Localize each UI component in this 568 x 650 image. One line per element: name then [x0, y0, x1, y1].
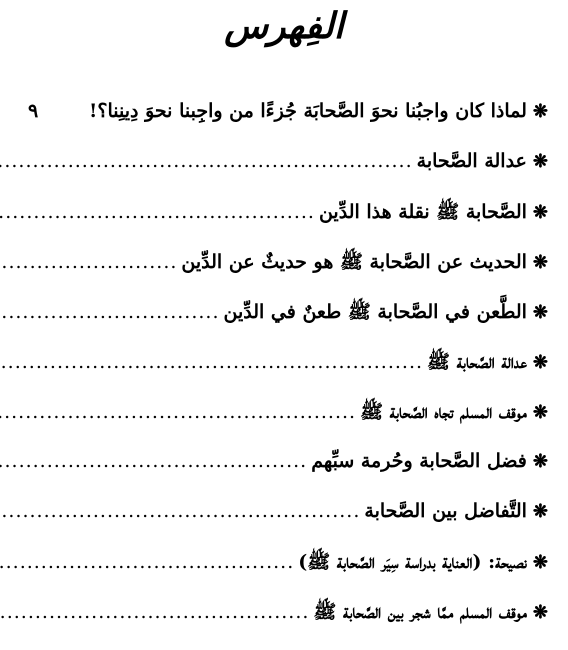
dot-leader [0, 500, 360, 522]
toc-entry[interactable] [28, 150, 548, 200]
page-title: الفِهرس [224, 5, 344, 47]
bullet-icon: ❋ [532, 602, 548, 623]
toc-entry[interactable] [28, 350, 548, 400]
dot-leader [0, 201, 315, 223]
bullet-icon: ❋ [532, 202, 548, 223]
toc-entry[interactable] [28, 100, 548, 150]
dot-leader [0, 301, 220, 323]
toc-entry-title: فضل الصَّحابة وحُرمة سبِّهم [311, 450, 527, 472]
dot-leader [0, 601, 309, 623]
toc-entry[interactable] [28, 250, 548, 300]
toc-entry[interactable] [28, 600, 548, 650]
toc-entry[interactable] [28, 300, 548, 350]
toc-entry-title: نصيحة: (العناية بدراسة سِيَر الصَّحابة ﷺ) [298, 551, 527, 573]
toc-entry[interactable] [28, 200, 548, 250]
bullet-icon: ❋ [532, 302, 548, 323]
toc-entry-title: الطَّعن في الصَّحابة ﷺ طعنٌ في الدِّين [223, 301, 527, 323]
table-of-contents [28, 100, 548, 650]
bullet-icon: ❋ [532, 101, 548, 122]
bullet-icon: ❋ [532, 252, 548, 273]
toc-entry[interactable] [28, 400, 548, 450]
toc-entry-title: الحديث عن الصَّحابة ﷺ هو حديثٌ عن الدِّين [181, 251, 527, 273]
dot-leader [0, 551, 294, 573]
toc-entry-title: موقف المسلم تجاه الصَّحابة ﷺ [360, 401, 527, 423]
dot-leader [0, 251, 177, 273]
bullet-icon: ❋ [532, 151, 548, 172]
toc-entry-title: الصَّحابة ﷺ نقلة هذا الدِّين [318, 201, 527, 223]
dot-leader [0, 401, 356, 423]
toc-page-number: ٩ [28, 100, 39, 122]
bullet-icon: ❋ [532, 352, 548, 373]
toc-entry[interactable] [28, 450, 548, 500]
toc-entry[interactable] [28, 550, 548, 600]
toc-entry-title: لماذا كان واجبُنا نحوَ الصَّحابَة جُزءًا من واجِبنا نحوَ دِينِنا؟! [89, 100, 527, 122]
bullet-icon: ❋ [532, 451, 548, 472]
toc-entry-title: التَّفاضل بين الصَّحابة [364, 500, 527, 522]
bullet-icon: ❋ [532, 402, 548, 423]
dot-leader [0, 450, 307, 472]
dot-leader [0, 150, 413, 172]
dot-leader [0, 351, 423, 373]
toc-entry[interactable] [28, 500, 548, 550]
bullet-icon: ❋ [532, 552, 548, 573]
toc-entry-title: عدالة الصَّحابة ﷺ [427, 351, 527, 373]
toc-entry-title: موقف المسلم ممَّا شجر بين الصَّحابة ﷺ [313, 601, 527, 623]
toc-entry-title: عدالة الصَّحابة [416, 150, 527, 172]
bullet-icon: ❋ [532, 501, 548, 522]
